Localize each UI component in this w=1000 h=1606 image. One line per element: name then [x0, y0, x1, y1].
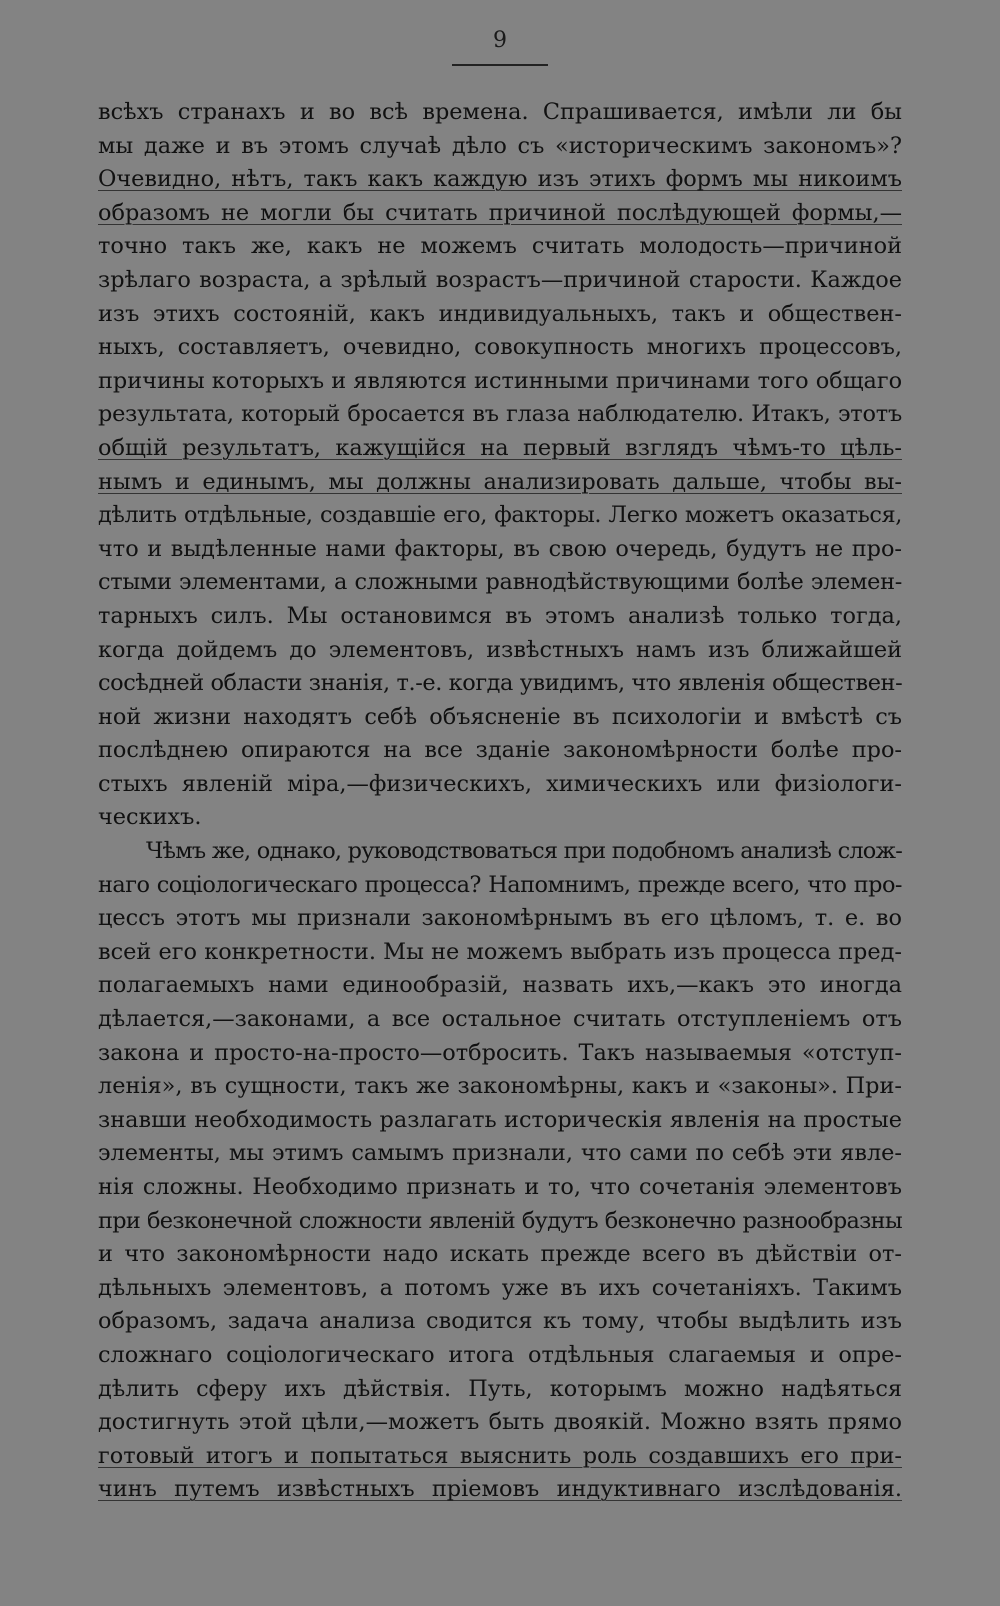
text-line: причины которыхъ и являются истинными причинами того общаго	[98, 367, 903, 394]
text-line: образомъ, задача анализа сводится къ тому, чтобы выдѣлить изъ	[98, 1308, 902, 1335]
text-line: мы даже и въ этомъ случаѣ дѣло съ «историческимъ закономъ»?	[98, 132, 902, 159]
text-line: готовый итогъ и попытаться выяснить роль создавшихъ его при-	[98, 1442, 902, 1469]
text-line: дѣлается,—законами, а все остальное считать отступленіемъ отъ	[98, 1006, 902, 1033]
text-line: сложнаго соціологическаго итога отдѣльныя слагаемыя и опре-	[98, 1341, 902, 1368]
text-line: всей его конкретности. Мы не можемъ выбрать изъ процесса пред-	[98, 938, 902, 965]
text-line: дѣлить отдѣльные, создавшіе его, факторы. Легко можетъ оказаться,	[98, 502, 902, 529]
text-line: Очевидно, нѣтъ, такъ какъ каждую изъ этихъ формъ мы никоимъ	[98, 166, 902, 193]
text-line: Чѣмъ же, однако, руководствоваться при подобномъ анализѣ слож-	[146, 838, 902, 865]
text-line: цессъ этотъ мы признали закономѣрнымъ въ его цѣломъ, т. е. во	[98, 905, 902, 932]
text-line: когда дойдемъ до элементовъ, извѣстныхъ намъ изъ ближайшей	[98, 636, 902, 663]
text-line: сосѣдней области знанія, т.-е. когда увидимъ, что явленія обществен-	[98, 670, 903, 697]
text-line: стыхъ явленій міра,—физическихъ, химическихъ или физіологи-	[98, 770, 902, 797]
paragraph-2	[98, 835, 902, 1507]
text-line: образомъ не могли бы считать причиной послѣдующей формы,—	[98, 199, 902, 226]
text-line: нымъ и единымъ, мы должны анализировать дальше, чтобы вы-	[98, 468, 902, 495]
text-line: ной жизни находятъ себѣ объясненіе въ психологіи и вмѣстѣ съ	[98, 703, 902, 730]
text-line: что и выдѣленные нами факторы, въ свою очередь, будутъ не про-	[98, 535, 902, 562]
text-line: тарныхъ силъ. Мы остановимся въ этомъ анализѣ только тогда,	[98, 602, 902, 629]
text-line: послѣднею опираются на все зданіе закономѣрности болѣе про-	[98, 737, 902, 764]
page-number: 9	[493, 28, 507, 53]
text-line: ческихъ.	[98, 804, 202, 831]
text-line: зрѣлаго возраста, а зрѣлый возрастъ—причиной старости. Каждое	[98, 266, 902, 293]
text-line: знавши необходимость разлагать историческія явленія на простые	[98, 1106, 902, 1133]
page-number-rule	[452, 64, 548, 66]
text-line: нія сложны. Необходимо признать и то, что сочетанія элементовъ	[98, 1174, 902, 1200]
text-line: чинъ путемъ извѣстныхъ пріемовъ индуктивнаго изслѣдованія.	[98, 1476, 902, 1503]
text-line: дѣльныхъ элементовъ, а потомъ уже въ ихъ сочетаніяхъ. Такимъ	[98, 1274, 902, 1301]
text-line: закона и просто-на-просто—отбросить. Такъ называемыя «отступ-	[98, 1039, 902, 1066]
text-line: достигнуть этой цѣли,—можетъ быть двоякій. Можно взять прямо	[98, 1409, 902, 1436]
text-line: при безконечной сложности явленій будутъ безконечно разнообразны	[98, 1207, 902, 1234]
text-line: изъ этихъ состояній, какъ индивидуальныхъ, такъ и обществен-	[98, 300, 902, 327]
text-line: дѣлить сферу ихъ дѣйствія. Путь, которымъ можно надѣяться	[98, 1375, 902, 1402]
text-line: и что закономѣрности надо искать прежде всего въ дѣйствіи от-	[98, 1241, 902, 1268]
paragraph-1	[98, 96, 902, 835]
text-line: полагаемыхъ нами единообразій, назвать ихъ,—какъ это иногда	[98, 972, 902, 999]
text-line: всѣхъ странахъ и во всѣ времена. Спрашивается, имѣли ли бы	[98, 99, 902, 125]
text-line: стыми элементами, а сложными равнодѣйствующими болѣе элемен-	[98, 569, 902, 596]
text-line: ныхъ, составляетъ, очевидно, совокупность многихъ процессовъ,	[98, 334, 902, 361]
page-body	[98, 96, 902, 1507]
text-line: ленія», въ сущности, такъ же закономѣрны, какъ и «законы». При-	[98, 1073, 902, 1100]
text-line: общій результатъ, кажущійся на первый взглядъ чѣмъ-то цѣль-	[98, 434, 902, 461]
text-line: элементы, мы этимъ самымъ признали, что сами по себѣ эти явле-	[98, 1140, 902, 1167]
text-line: точно такъ же, какъ не можемъ считать молодость—причиной	[98, 233, 902, 260]
text-line: наго соціологическаго процесса? Напомнимъ, прежде всего, что про-	[98, 871, 902, 898]
text-line: результата, который бросается въ глаза наблюдателю. Итакъ, этотъ	[98, 401, 902, 428]
